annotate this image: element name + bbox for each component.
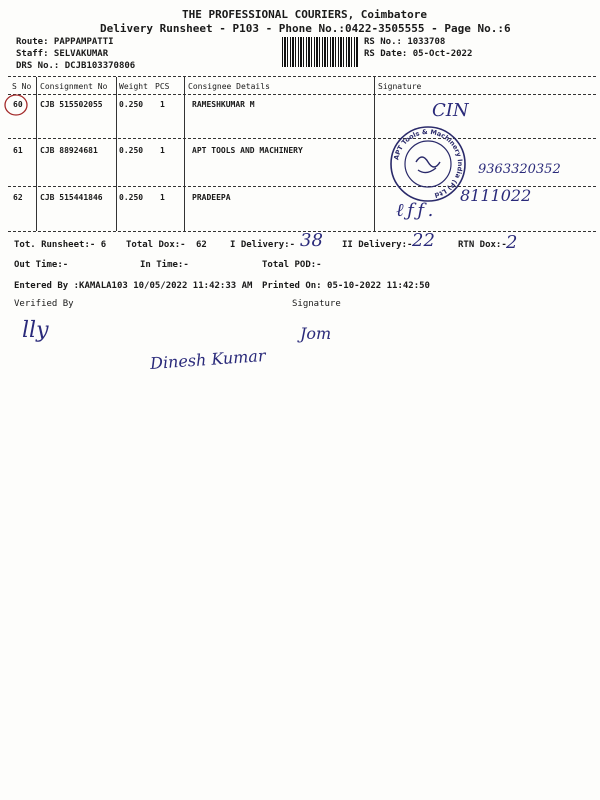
row-weight: 0.250 bbox=[119, 100, 144, 109]
divider bbox=[8, 138, 596, 139]
svg-text:APT Tools & Machinery India (P: APT Tools & Machinery India (P) Ltd bbox=[392, 127, 465, 200]
tot-runsheet: Tot. Runsheet:- 6 bbox=[14, 240, 107, 250]
row-pcs: 1 bbox=[160, 100, 165, 109]
receiver-signature: Jom bbox=[300, 324, 332, 343]
handwritten-phone: 9363320352 bbox=[478, 162, 561, 177]
verified-signature: lly bbox=[22, 318, 49, 343]
row-consignee: RAMESHKUMAR M bbox=[192, 100, 255, 109]
col-header-sno: S No bbox=[12, 82, 32, 91]
company-title: THE PROFESSIONAL COURIERS, Coimbatore bbox=[182, 8, 428, 21]
in-time-label: In Time:- bbox=[140, 260, 189, 270]
total-dox-value: 62 bbox=[196, 240, 207, 250]
col-header-pcs: PCS bbox=[155, 82, 170, 91]
handwritten-date: 8111022 bbox=[460, 186, 532, 205]
i-delivery-label: I Delivery:- bbox=[230, 240, 296, 250]
row-sno: 62 bbox=[13, 193, 23, 202]
total-dox-label: Total Dox:- bbox=[126, 240, 186, 250]
rtn-dox-label: RTN Dox:- bbox=[458, 240, 507, 250]
signature-label: Signature bbox=[292, 299, 341, 309]
rs-number: RS No.: 1033708 bbox=[364, 37, 446, 47]
divider bbox=[8, 76, 596, 77]
column-separator bbox=[374, 77, 375, 231]
circle-mark-icon bbox=[2, 92, 30, 118]
row-consignee: APT TOOLS AND MACHINERY bbox=[192, 146, 303, 155]
entered-by: Entered By :KAMALA103 10/05/2022 11:42:33 AM bbox=[14, 281, 253, 291]
row-sno: 61 bbox=[13, 146, 23, 155]
rtn-dox-value: 2 bbox=[506, 232, 518, 253]
col-header-signature: Signature bbox=[378, 82, 422, 91]
handwritten-signature-pradeepa: ℓ ƒ ƒ . bbox=[396, 200, 434, 221]
col-header-consignee: Consignee Details bbox=[188, 82, 270, 91]
row-consignee: PRADEEPA bbox=[192, 193, 231, 202]
ii-delivery-label: II Delivery:- bbox=[342, 240, 413, 250]
row-consignment: CJB 515502055 bbox=[40, 100, 103, 109]
row-consignment: CJB 88924681 bbox=[40, 146, 98, 155]
total-pod-label: Total POD:- bbox=[262, 260, 322, 270]
col-header-consignment: Consignment No bbox=[40, 82, 108, 91]
column-separator bbox=[36, 77, 37, 231]
company-stamp-icon bbox=[388, 124, 468, 204]
printed-on: Printed On: 05-10-2022 11:42:50 bbox=[262, 281, 430, 291]
verified-by-label: Verified By bbox=[14, 299, 74, 309]
handwritten-cin: CIN bbox=[432, 100, 469, 121]
staff-signature: Dinesh Kumar bbox=[149, 345, 267, 374]
column-separator bbox=[184, 77, 185, 231]
col-header-weight: Weight bbox=[119, 82, 148, 91]
ii-delivery-value: 22 bbox=[412, 230, 435, 251]
row-pcs: 1 bbox=[160, 193, 165, 202]
divider bbox=[8, 94, 596, 95]
out-time-label: Out Time:- bbox=[14, 260, 69, 270]
i-delivery-value: 38 bbox=[300, 230, 323, 251]
staff-label: Staff: SELVAKUMAR bbox=[16, 49, 109, 59]
row-pcs: 1 bbox=[160, 146, 165, 155]
route-label: Route: PAPPAMPATTI bbox=[16, 37, 114, 47]
row-sno: 60 bbox=[13, 100, 23, 109]
barcode bbox=[282, 37, 358, 67]
column-separator bbox=[116, 77, 117, 231]
drs-number: DRS No.: DCJB103370806 bbox=[16, 61, 136, 71]
row-weight: 0.250 bbox=[119, 193, 144, 202]
row-consignment: CJB 515441846 bbox=[40, 193, 103, 202]
runsheet-subtitle: Delivery Runsheet - P103 - Phone No.:0422-3505555 - Page No.:6 bbox=[100, 22, 511, 35]
row-weight: 0.250 bbox=[119, 146, 144, 155]
rs-date: RS Date: 05-Oct-2022 bbox=[364, 49, 473, 59]
